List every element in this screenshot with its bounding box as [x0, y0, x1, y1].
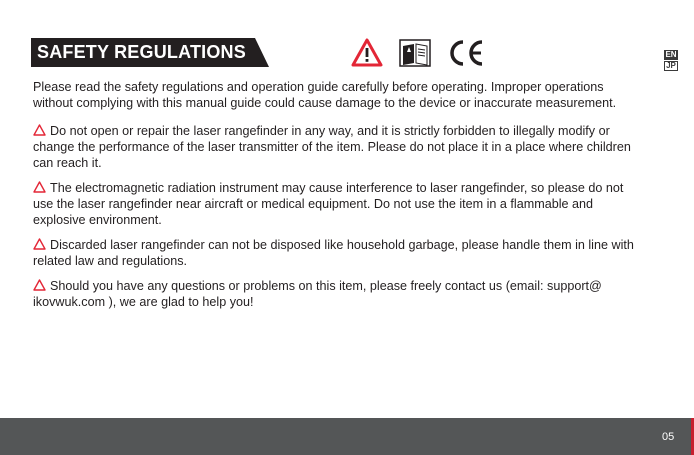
safety-item	[33, 237, 643, 269]
language-tab-en[interactable]: EN	[665, 50, 677, 59]
safety-item	[33, 278, 643, 310]
safety-item-text: Discarded laser rangefinder can not be disposed like household garbage, please handle them in line with related law and regulations.	[33, 238, 634, 268]
read-manual-icon	[399, 38, 431, 68]
page-number: 05	[662, 431, 675, 443]
safety-item-text: Should you have any questions or problems on this item, please freely contact us (email: support@ ikovwuk.com ), we are glad to help you!	[33, 279, 602, 309]
language-tab-jp[interactable]: JP	[664, 61, 678, 71]
safety-content	[33, 79, 643, 319]
section-title: SAFETY REGULATIONS	[37, 42, 246, 62]
page-footer-bar	[0, 418, 694, 455]
safety-item-text: The electromagnetic radiation instrument may cause interference to laser rangefinder, so please do not use the laser rangefinder near aircraft or medical equipment. Do not use the item in a flammable and explosive environment.	[33, 181, 624, 227]
safety-item-text: Do not open or repair the laser rangefinder in any way, and it is strictly forbidden to illegally modify or change the performance of the laser transmitter of the item. Please do not place it in a place where children can reach it.	[33, 124, 631, 170]
warning-triangle-icon	[33, 279, 46, 291]
ce-mark-icon	[445, 38, 485, 68]
warning-triangle-icon	[33, 124, 46, 136]
section-title-banner	[31, 38, 269, 67]
safety-item	[33, 180, 643, 228]
warning-triangle-icon	[33, 238, 46, 250]
intro-paragraph: Please read the safety regulations and operation guide carefully before operating. Improper operations without complying with this manual guide could cause damage to the device or inaccurate measurement.	[33, 80, 617, 110]
warning-triangle-icon	[351, 38, 383, 68]
warning-triangle-icon	[33, 181, 46, 193]
safety-item	[33, 123, 643, 171]
